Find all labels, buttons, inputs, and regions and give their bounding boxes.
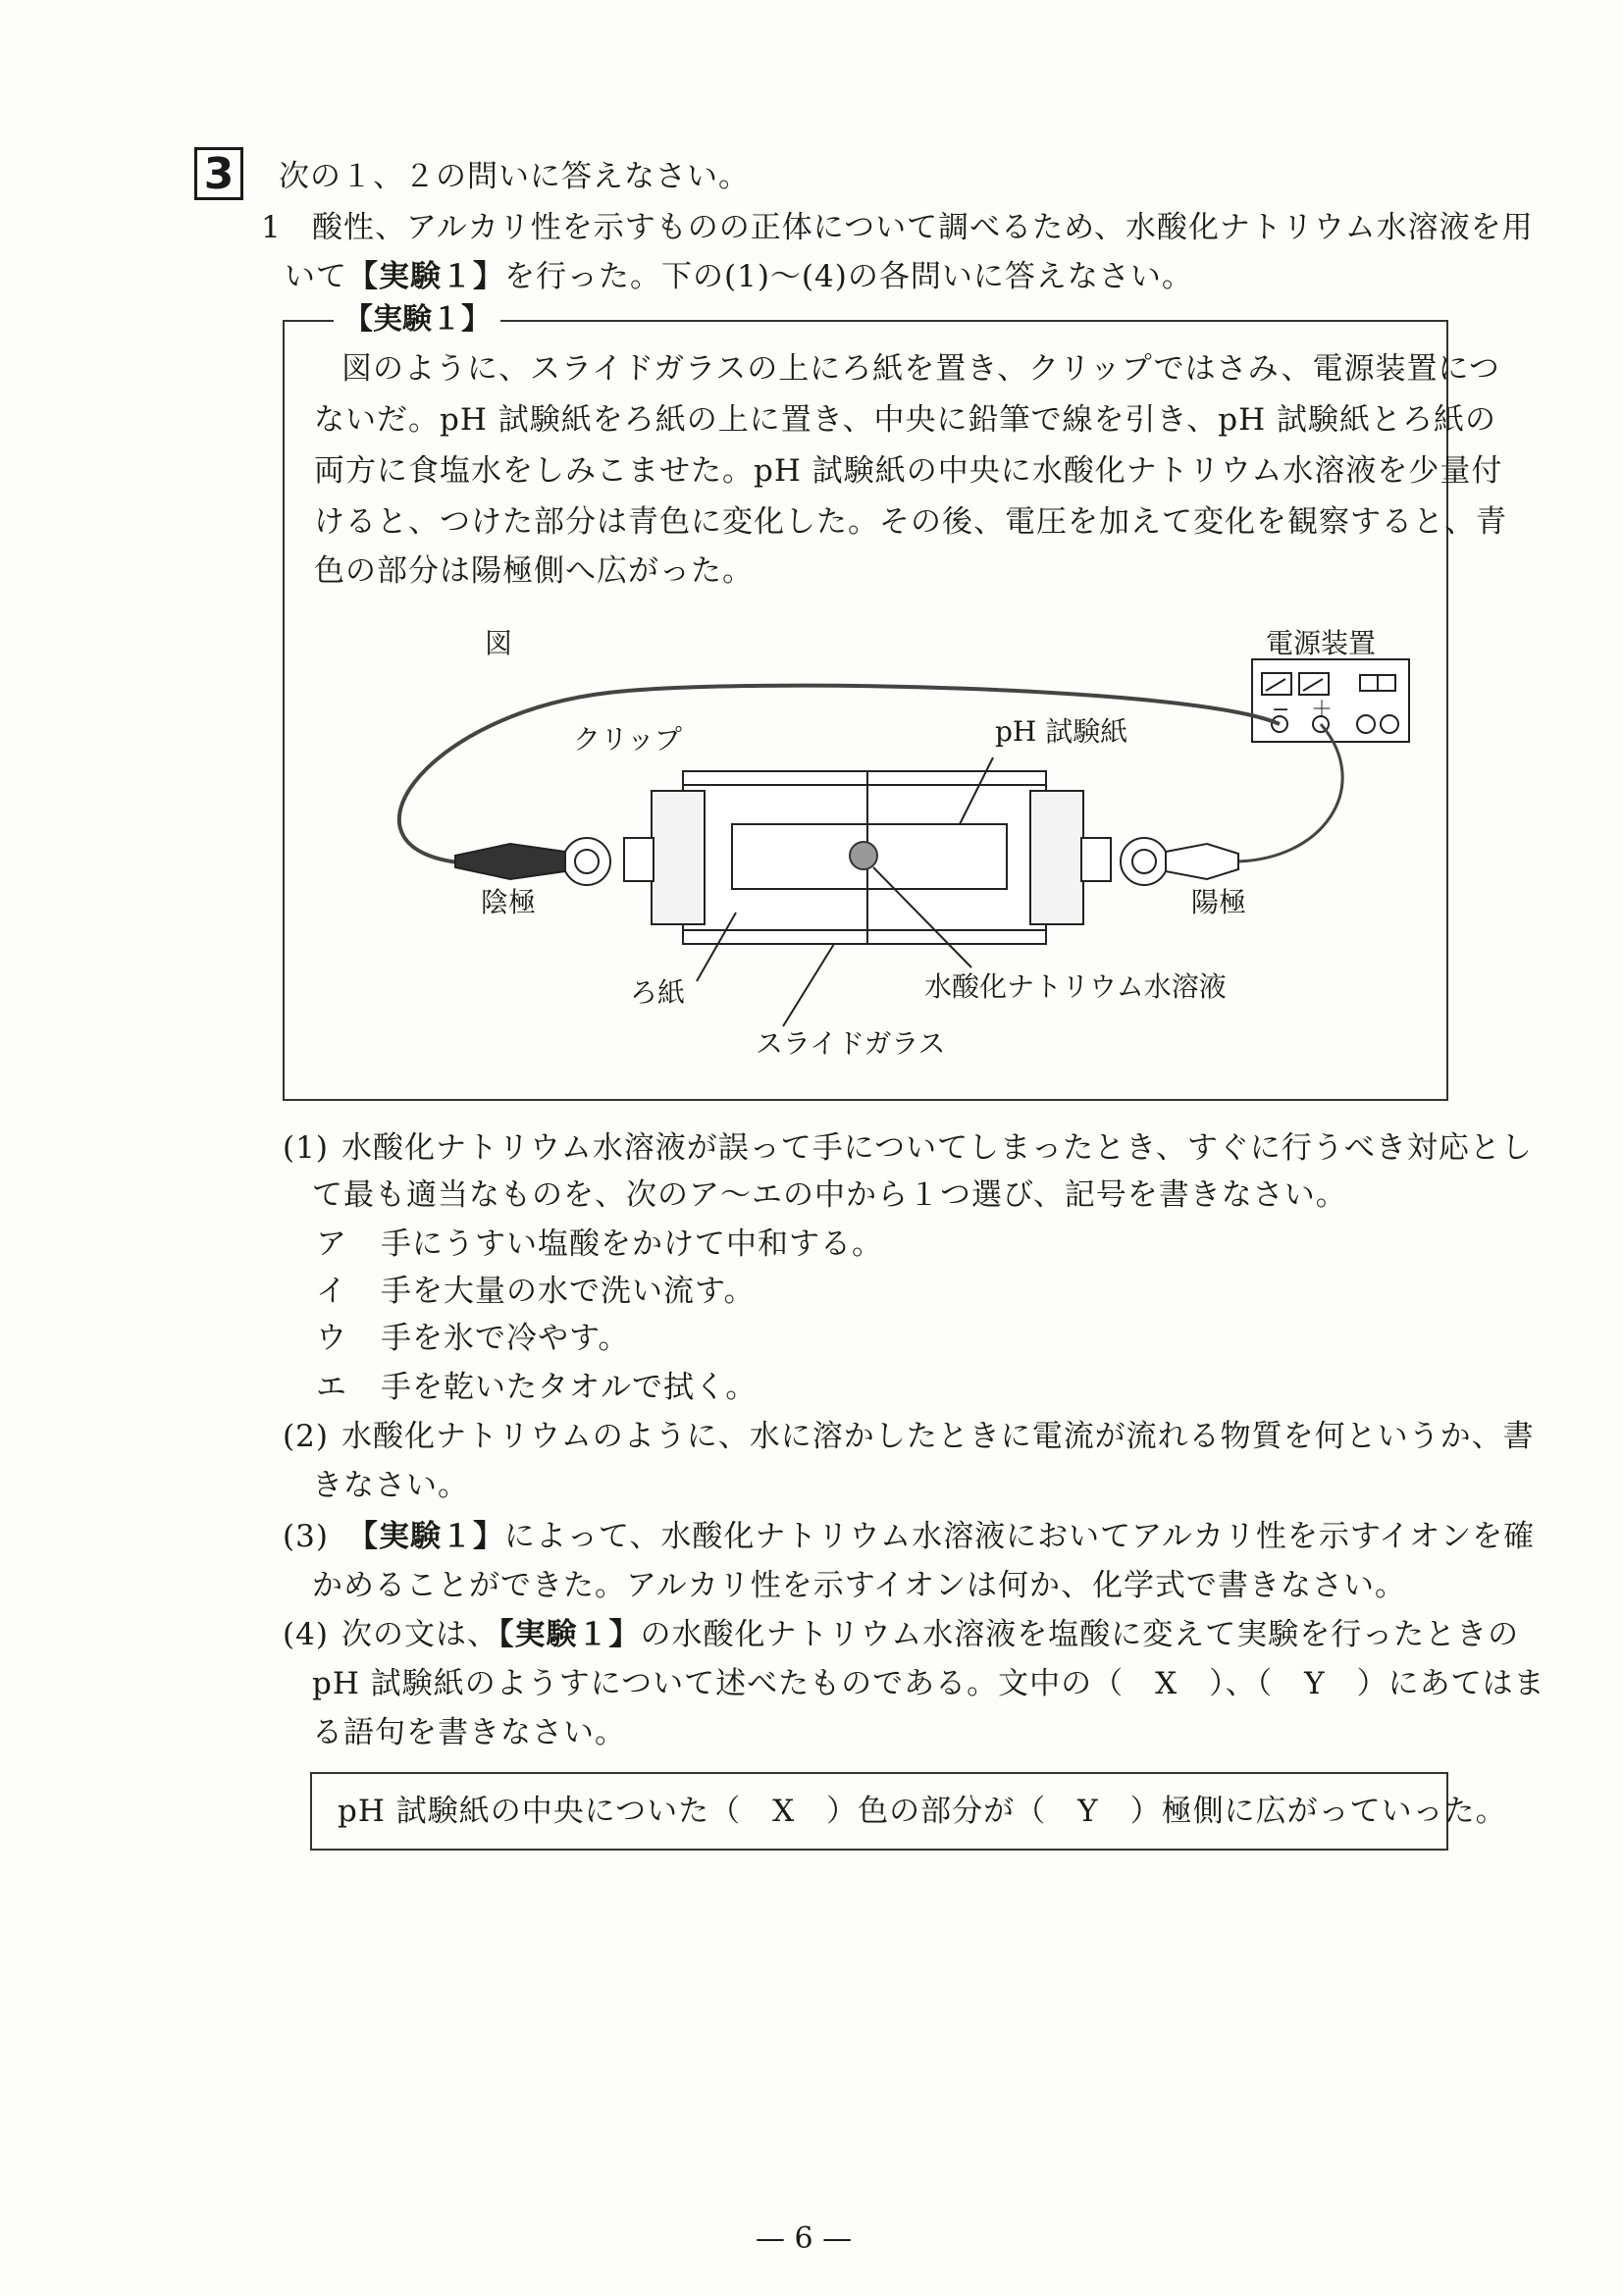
experiment-ref: 【実験１】 (347, 1519, 504, 1554)
ph-paper-label: pH 試験紙 (995, 715, 1128, 748)
power-supply-label: 電源装置 (1266, 627, 1377, 659)
experiment-line-4: けると、つけた部分は青色に変化した。その後、電圧を加えて変化を観察すると、青 (314, 504, 1507, 540)
answer-sentence: pH 試験紙の中央についた（ X ）色の部分が（ Y ）極側に広がっていった。 (338, 1794, 1507, 1829)
option-mark: ア (316, 1226, 347, 1262)
q1-option-a (316, 1225, 883, 1264)
q3-line1-b: によって、水酸化ナトリウム水溶液においてアルカリ性を示すイオンを確 (504, 1519, 1536, 1554)
experiment-line-1: 図のように、スライドガラスの上にろ紙を置き、クリップではさみ、電源装置につ (341, 351, 1500, 387)
plus-label: ＋ (1311, 698, 1334, 722)
cathode-alligator-clip (455, 844, 565, 879)
q1-option-c (316, 1319, 630, 1358)
q1-line2: て最も適当なものを、次のア〜エの中から１つ選び、記号を書きなさい。 (312, 1177, 1347, 1213)
q4-line3: る語句を書きなさい。 (312, 1715, 626, 1750)
part1-lead-line2-a: いて (285, 259, 347, 294)
minus-label: − (1272, 698, 1290, 722)
left-clip (652, 791, 705, 924)
option-text: 手を大量の水で洗い流す。 (381, 1274, 756, 1309)
question-number: 3 (203, 148, 235, 199)
q2-line1: 水酸化ナトリウムのように、水に溶かしたときに電流が流れる物質を何というか、書 (341, 1419, 1535, 1454)
anode-label: 陽極 (1191, 886, 1247, 918)
anode-wire (1229, 724, 1342, 861)
option-mark: イ (316, 1274, 347, 1309)
experiment-line-2: ないだ。pH 試験紙をろ紙の上に置き、中央に鉛筆で線を引き、pH 試験紙とろ紙の (314, 402, 1496, 438)
q2-line2: きなさい。 (312, 1468, 469, 1503)
experiment-ref: 【実験１】 (347, 259, 504, 294)
q3-line1 (347, 1517, 1535, 1556)
anode-alligator-clip (1166, 844, 1238, 879)
question-intro: 次の１、２の問いに答えなさい。 (279, 159, 750, 194)
option-text: 手を乾いたタオルで拭く。 (381, 1370, 758, 1405)
option-mark: ウ (316, 1321, 347, 1356)
experiment-ref: 【実験１】 (498, 1617, 641, 1652)
figure-title: 図 (485, 627, 513, 659)
slide-glass-label: スライドガラス (756, 1027, 946, 1060)
naoh-drop (850, 842, 877, 869)
option-mark: エ (316, 1370, 347, 1405)
page-number: — 6 — (756, 2221, 853, 2256)
q4-number: (4) (283, 1617, 329, 1652)
naoh-label: 水酸化ナトリウム水溶液 (924, 970, 1227, 1003)
part1-lead-line2-b: を行った。下の(1)〜(4)の各問いに答えなさい。 (504, 259, 1193, 294)
right-clip (1030, 791, 1083, 924)
q3-line2: かめることができた。アルカリ性を示すイオンは何か、化学式で書きなさい。 (312, 1568, 1407, 1603)
q2-number: (2) (283, 1419, 329, 1454)
q1-number: (1) (283, 1130, 329, 1166)
experiment-figure (0, 0, 1623, 1109)
option-text: 手にうすい塩酸をかけて中和する。 (381, 1226, 883, 1262)
q4-line1-a: 次の文は、 (341, 1617, 498, 1652)
q3-number: (3) (283, 1519, 329, 1554)
cathode-label: 陰極 (481, 886, 537, 918)
experiment-line-3: 両方に食塩水をしみこませた。pH 試験紙の中央に水酸化ナトリウム水溶液を少量付 (314, 453, 1503, 489)
part1-label: 1 (261, 210, 282, 245)
q1-line1: 水酸化ナトリウム水溶液が誤って手についてしまったとき、すぐに行うべき対応とし (341, 1130, 1533, 1166)
part1-lead-line1: 酸性、アルカリ性を示すものの正体について調べるため、水酸化ナトリウム水溶液を用 (312, 210, 1534, 245)
q1-option-b (316, 1272, 756, 1311)
clip-label: クリップ (573, 723, 682, 756)
experiment-line-5: 色の部分は陽極側へ広がった。 (314, 553, 754, 589)
q1-option-d (316, 1368, 757, 1407)
filter-paper-label: ろ紙 (630, 976, 686, 1009)
q4-line1-b: の水酸化ナトリウム水溶液を塩酸に変えて実験を行ったときの (640, 1617, 1520, 1652)
option-text: 手を氷で冷やす。 (381, 1321, 630, 1356)
q4-line2: pH 試験紙のようすについて述べたものである。文中の（ X ）、（ Y ）にあてはま (312, 1666, 1545, 1701)
q4-line1 (341, 1615, 1519, 1654)
experiment-title: 【実験１】 (334, 300, 500, 339)
